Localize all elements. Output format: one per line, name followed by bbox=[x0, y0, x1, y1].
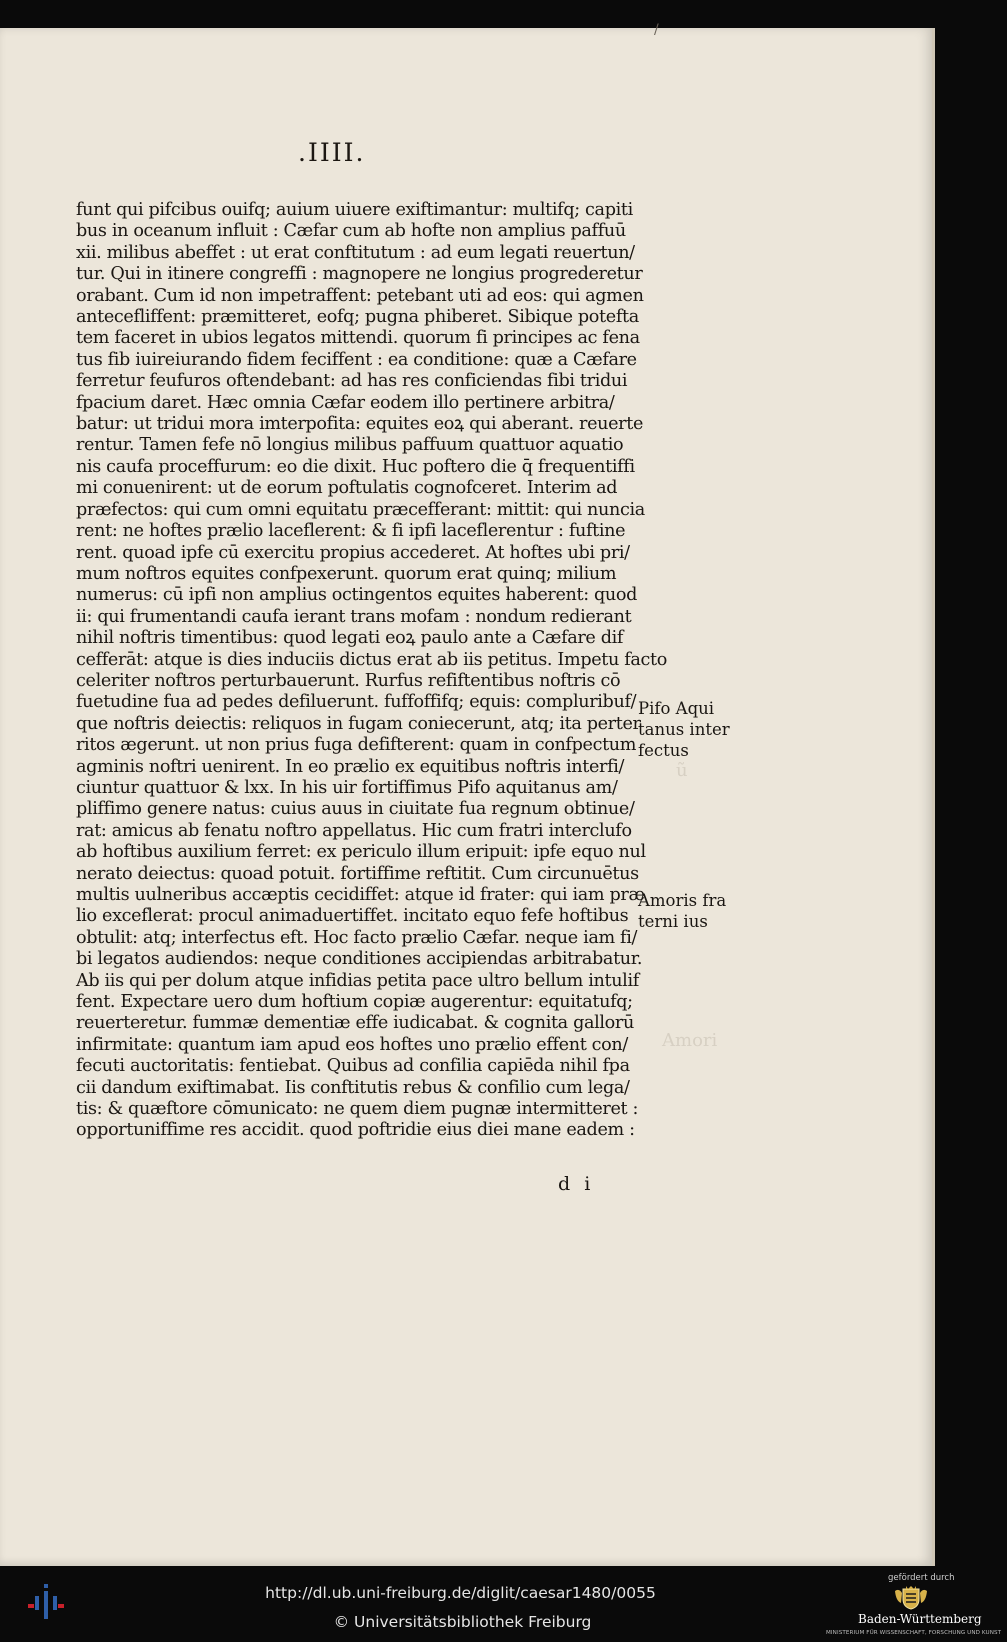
stray-mark: / bbox=[654, 22, 659, 38]
text-line: que noftris deiectis: reliquos in fugam coniecerunt, atq; ita perter bbox=[76, 713, 641, 734]
marginal-note-line: Amoris fra bbox=[638, 891, 727, 910]
text-line: ii: qui frumentandi caufa ierant trans mofam : nondum redierant bbox=[76, 606, 632, 627]
permalink-url[interactable]: http://dl.ub.uni-freiburg.de/diglit/caesar1480/0055 bbox=[265, 1584, 656, 1602]
text-line: rentur. Tamen fefe nō longius milibus paffuum quattuor aquatio bbox=[76, 435, 624, 456]
text-line: rat: amicus ab fenatu noftro appellatus. Hic cum fratri interclufo bbox=[76, 820, 632, 841]
text-line: cii dandum exiftimabat. Iis conftitutis rebus & confilio cum lega/ bbox=[76, 1077, 630, 1098]
text-line: cefferāt: atque is dies induciis dictus erat ab iis petitus. Impetu facto bbox=[76, 649, 668, 670]
text-line: rent: ne hoftes prælio laceflerent: & fi ipfi laceflerentur : fuftine bbox=[76, 521, 626, 542]
marginal-note-line: fectus bbox=[638, 741, 689, 760]
text-line: orabant. Cum id non impetraffent: petebant uti ad eos: qui agmen bbox=[76, 285, 644, 306]
text-line: antecefliffent: præmitteret, eofq; pugna phiberet. Sibique potefta bbox=[76, 307, 639, 328]
text-line: rent. quoad ipfe cū exercitu propius accederet. At hoftes ubi pri/ bbox=[76, 542, 630, 563]
text-line: infirmitate: quantum iam apud eos hoftes uno prælio effent con/ bbox=[76, 1034, 628, 1055]
text-line: pliffimo genere natus: cuius auus in ciuitate fua regnum obtinue/ bbox=[76, 799, 635, 820]
text-line: lio exceflerat: procul animaduertiffet. incitato equo fefe hoftibus bbox=[76, 906, 629, 927]
text-line: xii. milibus abeffet : ut erat conftitutum : ad eum legati reuertun/ bbox=[76, 242, 635, 263]
text-line: ciuntur quattuor & lxx. In his uir fortiffimus Pifo aquitanus am/ bbox=[76, 777, 618, 798]
text-line: funt qui pifcibus ouifq; auium uiuere exiftimantur: multifq; capiti bbox=[76, 200, 633, 220]
text-line: tis: & quæftore cōmunicato: ne quem diem pugnæ intermitteret : bbox=[76, 1099, 639, 1120]
text-line: ritos ægerunt. ut non prius fuga defifterent: quam in confpectum bbox=[76, 735, 637, 756]
text-line: mum noftros equites confpexerunt. quorum erat quinq; milium bbox=[76, 563, 617, 584]
text-line: agminis noftri uenirent. In eo prælio ex equitibus noftris interfi/ bbox=[76, 756, 625, 777]
show-through-mark: ũ bbox=[676, 760, 688, 781]
text-line: ab hoftibus auxilium ferret: ex periculo illum eripuit: ipfe equo nul bbox=[76, 842, 646, 863]
text-line: nerato deiectus: quoad potuit. fortiffime reftitit. Cum circunuētus bbox=[76, 863, 639, 884]
marginal-note-line: tanus inter bbox=[638, 720, 730, 739]
sponsor-label: gefördert durch bbox=[888, 1573, 955, 1583]
marginal-note-line: terni ius bbox=[638, 912, 708, 931]
marginal-note-amoris bbox=[638, 890, 726, 932]
text-line: numerus: cū ipfi non amplius octingentos equites haberent: quod bbox=[76, 585, 638, 606]
text-line: obtulit: atq; interfectus eft. Hoc facto prælio Cæfar. neque iam fi/ bbox=[76, 927, 638, 948]
text-line: batur: ut tridui mora imterpofita: equites eoꝝ qui aberant. reuerte bbox=[76, 414, 644, 435]
text-line: tem faceret in ubios legatos mittendi. quorum fi principes ac fena bbox=[76, 328, 640, 349]
sponsor-name: Baden-Württemberg bbox=[858, 1612, 982, 1626]
page-number: .IIII. bbox=[298, 138, 366, 167]
coat-of-arms-icon bbox=[893, 1585, 929, 1611]
text-line: nis caufa proceffurum: eo die dixit. Huc poftero die q̄ frequentiffi bbox=[76, 456, 635, 477]
text-line: fecuti auctoritatis: fentiebat. Quibus ad confilia capiēda nihil fpa bbox=[76, 1056, 630, 1077]
text-line: reuerteretur. fummæ dementiæ effe iudicabat. & cognita gallorū bbox=[76, 1013, 634, 1034]
text-line: bi legatos audiendos: neque conditiones accipiendas arbitrabatur. bbox=[76, 949, 643, 970]
marginal-note-line: Pifo Aqui bbox=[638, 699, 715, 718]
signature-mark: d i bbox=[558, 1173, 595, 1195]
text-line: multis uulneribus accæptis cecidiffet: atque id frater: qui iam præ bbox=[76, 885, 645, 905]
text-line: mi conuenirent: ut de eorum poftulatis cognofceret. Interim ad bbox=[76, 478, 618, 499]
body-text bbox=[76, 200, 668, 1142]
text-line: ferretur feufuros oftendebant: ad has res conficiendas fibi tridui bbox=[76, 371, 628, 392]
text-line: præfectos: qui cum omni equitatu præcefferant: mittit: qui nuncia bbox=[76, 499, 645, 520]
text-line: fuetudine fua ad pedes defiluerunt. fuffoffifq; equis: compluribuf/ bbox=[76, 692, 637, 713]
show-through-mark: Amori bbox=[662, 1030, 718, 1051]
copyright-notice: © Universitätsbibliothek Freiburg bbox=[333, 1613, 592, 1631]
text-line: tus fib iuireiurando fidem feciffent : ea conditione: quæ a Cæfare bbox=[76, 349, 637, 370]
text-line: bus in oceanum influit : Cæfar cum ab hofte non amplius paffuū bbox=[76, 221, 626, 242]
text-line: Ab iis qui per dolum atque infidias petita pace ultro bellum intulif bbox=[76, 970, 639, 991]
sponsor-ministry: MINISTERIUM FÜR WISSENSCHAFT, FORSCHUNG UND KUNST bbox=[826, 1630, 1002, 1636]
text-line: opportuniffime res accidit. quod poftridie eius diei mane eadem : bbox=[76, 1120, 635, 1141]
text-line: celeriter noftros perturbauerunt. Rurfus refiftentibus noftris cō bbox=[76, 670, 621, 691]
text-line: tur. Qui in itinere congreffi : magnopere ne longius progrederetur bbox=[76, 264, 643, 285]
text-line: fent. Expectare uero dum hoftium copiæ augerentur: equitatufq; bbox=[76, 992, 633, 1013]
text-line: fpacium daret. Hæc omnia Cæfar eodem illo pertinere arbitra/ bbox=[76, 392, 615, 413]
marginal-note-piso bbox=[638, 698, 730, 761]
page-edge bbox=[932, 28, 935, 1566]
text-line: nihil noftris timentibus: quod legati eoꝝ paulo ante a Cæfare dif bbox=[76, 628, 624, 649]
